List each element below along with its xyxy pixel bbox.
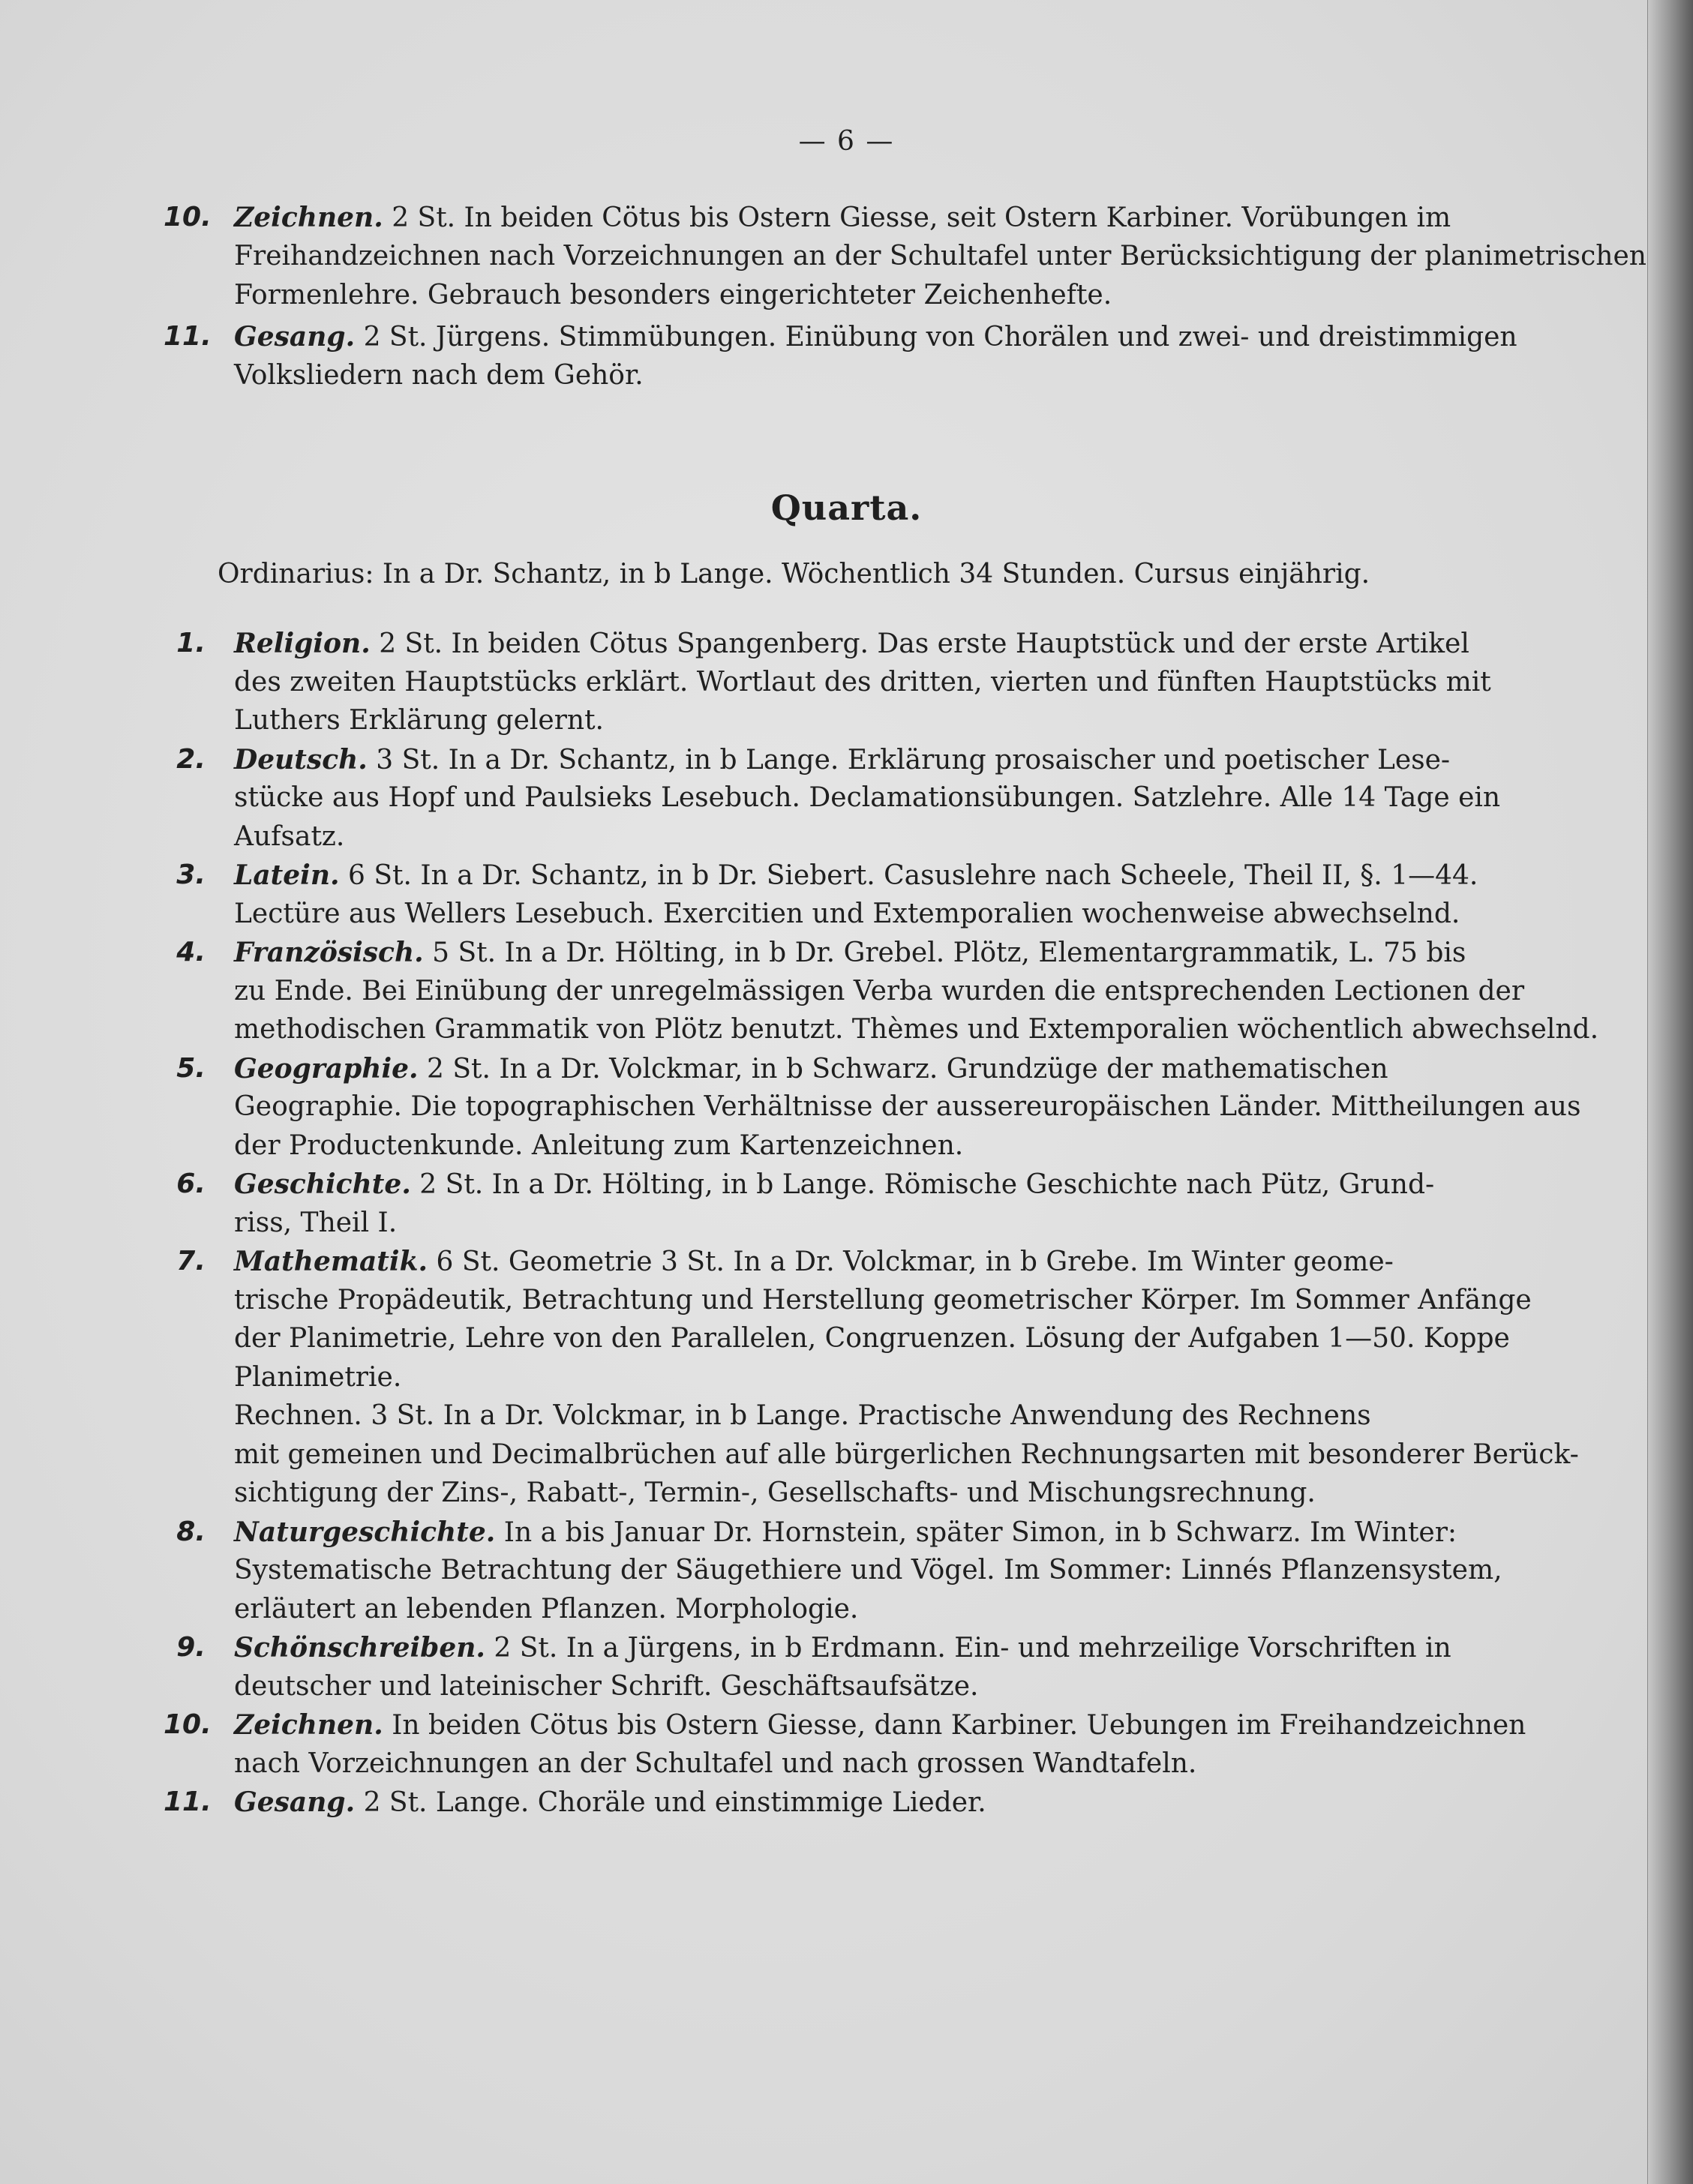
section-heading: Quarta.	[770, 488, 923, 528]
subject-label: Religion.	[234, 628, 371, 659]
entry-line: Geographie. Die topographischen Verhältnisse der aussereuropäischen Länder. Mittheilungen aus	[234, 1091, 1581, 1122]
ordinarius-line: Ordinarius: In a Dr. Schantz, in b Lange. Wöchentlich 34 Stunden. Cursus einjährig.	[218, 559, 1370, 590]
entry-line: Naturgeschichte. In a bis Januar Dr. Hornstein, später Simon, in b Schwarz. Im Winter:	[234, 1516, 1457, 1548]
subject-label: Deutsch.	[234, 743, 368, 776]
subject-label: Naturgeschichte.	[234, 1516, 496, 1548]
entry-line: der Planimetrie, Lehre von den Parallelen, Congruenzen. Lösung der Aufgaben 1—50. Koppe	[234, 1323, 1510, 1354]
entry-line: Zeichnen. 2 St. In beiden Cötus bis Ostern Giesse, seit Ostern Karbiner. Vorübungen im	[234, 202, 1451, 233]
entry-line: Schönschreiben. 2 St. In a Jürgens, in b Erdmann. Ein- und mehrzeilige Vorschriften in	[234, 1632, 1451, 1664]
entry-number: 2.	[176, 743, 206, 775]
entry-line: Französisch. 5 St. In a Dr. Hölting, in b Dr. Grebel. Plötz, Elementargrammatik, L. 75 bis	[234, 937, 1466, 968]
subject-label: Gesang.	[234, 1786, 356, 1818]
entry-line: deutscher und lateinischer Schrift. Geschäftsaufsätze.	[234, 1670, 979, 1702]
entry-number: 8.	[176, 1516, 206, 1547]
subject-label: Geschichte.	[234, 1168, 411, 1200]
entry-line: nach Vorzeichnungen an der Schultafel und nach grossen Wandtafeln.	[234, 1748, 1197, 1779]
subject-label: Französisch.	[234, 937, 424, 968]
entry-line: der Productenkunde. Anleitung zum Kartenzeichnen.	[234, 1130, 964, 1161]
entry-line: Planimetrie.	[234, 1361, 402, 1393]
subject-label: Geographie.	[234, 1052, 419, 1084]
entry-line: Gesang. 2 St. Lange. Choräle und einstimmige Lieder.	[234, 1786, 986, 1818]
subject-label: Latein.	[234, 860, 340, 891]
entry-number: 7.	[176, 1246, 206, 1276]
entry-line: des zweiten Hauptstücks erklärt. Wortlaut des dritten, vierten und fünften Hauptstücks mit	[234, 666, 1491, 698]
entry-line: Systematische Betrachtung der Säugethiere und Vögel. Im Sommer: Linnés Pflanzensystem,	[234, 1555, 1502, 1586]
entry-line: trische Propädeutik, Betrachtung und Herstellung geometrischer Körper. Im Sommer Anfänge	[234, 1284, 1532, 1316]
entry-number: 10.	[164, 1709, 212, 1740]
entry-line: Volksliedern nach dem Gehör.	[234, 360, 644, 391]
page-number: — 6 —	[798, 126, 895, 157]
entry-line: Latein. 6 St. In a Dr. Schantz, in b Dr. Siebert. Casuslehre nach Scheele, Theil II, §. 1—44.	[234, 860, 1478, 891]
subject-label: Zeichnen.	[234, 202, 383, 233]
entry-number: 4.	[176, 937, 206, 968]
entry-line: Formenlehre. Gebrauch besonders eingerichteter Zeichenhefte.	[234, 280, 1112, 310]
entry-line: riss, Theil I.	[234, 1207, 398, 1238]
subject-label: Gesang.	[234, 321, 356, 352]
entry-line: Geographie. 2 St. In a Dr. Volckmar, in b Schwarz. Grundzüge der mathematischen	[234, 1052, 1388, 1084]
entry-line: Mathematik. 6 St. Geometrie 3 St. In a Dr. Volckmar, in b Grebe. Im Winter geome-	[234, 1246, 1394, 1277]
entry-number: 9.	[176, 1632, 206, 1663]
subject-label: Mathematik.	[234, 1246, 428, 1277]
entry-line: Aufsatz.	[234, 820, 345, 852]
entry-number: 1.	[176, 628, 206, 658]
book-spine-shadow	[1648, 0, 1693, 2184]
entry-line: sichtigung der Zins-, Rabatt-, Termin-, Gesellschafts- und Mischungsrechnung.	[234, 1478, 1316, 1508]
entry-number: 11.	[164, 321, 212, 352]
entry-line: Rechnen. 3 St. In a Dr. Volckmar, in b Lange. Practische Anwendung des Rechnens	[234, 1400, 1371, 1431]
subject-label: Schönschreiben.	[234, 1632, 485, 1664]
entry-number: 11.	[164, 1786, 212, 1817]
entry-number: 3.	[176, 860, 206, 890]
entry-line: methodischen Grammatik von Plötz benutzt. Thèmes und Extemporalien wöchentlich abwechselnd.	[234, 1014, 1599, 1045]
entry-line: Luthers Erklärung gelernt.	[234, 705, 604, 736]
entry-line: Lectüre aus Wellers Lesebuch. Exercitien und Extemporalien wochenweise abwechselnd.	[234, 898, 1460, 929]
entry-line: mit gemeinen und Decimalbrüchen auf alle bürgerlichen Rechnungsarten mit besonderer Berück-	[234, 1438, 1579, 1470]
entry-line: Zeichnen. In beiden Cötus bis Ostern Giesse, dann Karbiner. Uebungen im Freihandzeichnen	[234, 1709, 1526, 1741]
entry-line: Deutsch. 3 St. In a Dr. Schantz, in b Lange. Erklärung prosaischer und poetischer Lese-	[234, 743, 1451, 776]
entry-line: Freihandzeichnen nach Vorzeichnungen an der Schultafel unter Berücksichtigung der planimetrischen	[234, 241, 1646, 272]
entry-line: Geschichte. 2 St. In a Dr. Hölting, in b Lange. Römische Geschichte nach Pütz, Grund-	[234, 1168, 1435, 1200]
entry-number: 5.	[176, 1052, 206, 1084]
entry-number: 6.	[176, 1168, 206, 1199]
subject-label: Zeichnen.	[234, 1709, 383, 1741]
entry-number: 10.	[164, 202, 212, 232]
entry-line: zu Ende. Bei Einübung der unregelmässigen Verba wurden die entsprechenden Lectionen der	[234, 975, 1525, 1006]
entry-line: stücke aus Hopf und Paulsieks Lesebuch. Declamationsübungen. Satzlehre. Alle 14 Tage ein	[234, 782, 1501, 813]
entry-line: Gesang. 2 St. Jürgens. Stimmübungen. Einübung von Chorälen und zwei- und dreistimmigen	[234, 321, 1517, 352]
entry-line: erläutert an lebenden Pflanzen. Morphologie.	[234, 1593, 859, 1624]
entry-line: Religion. 2 St. In beiden Cötus Spangenberg. Das erste Hauptstück und der erste Artikel	[234, 628, 1469, 659]
